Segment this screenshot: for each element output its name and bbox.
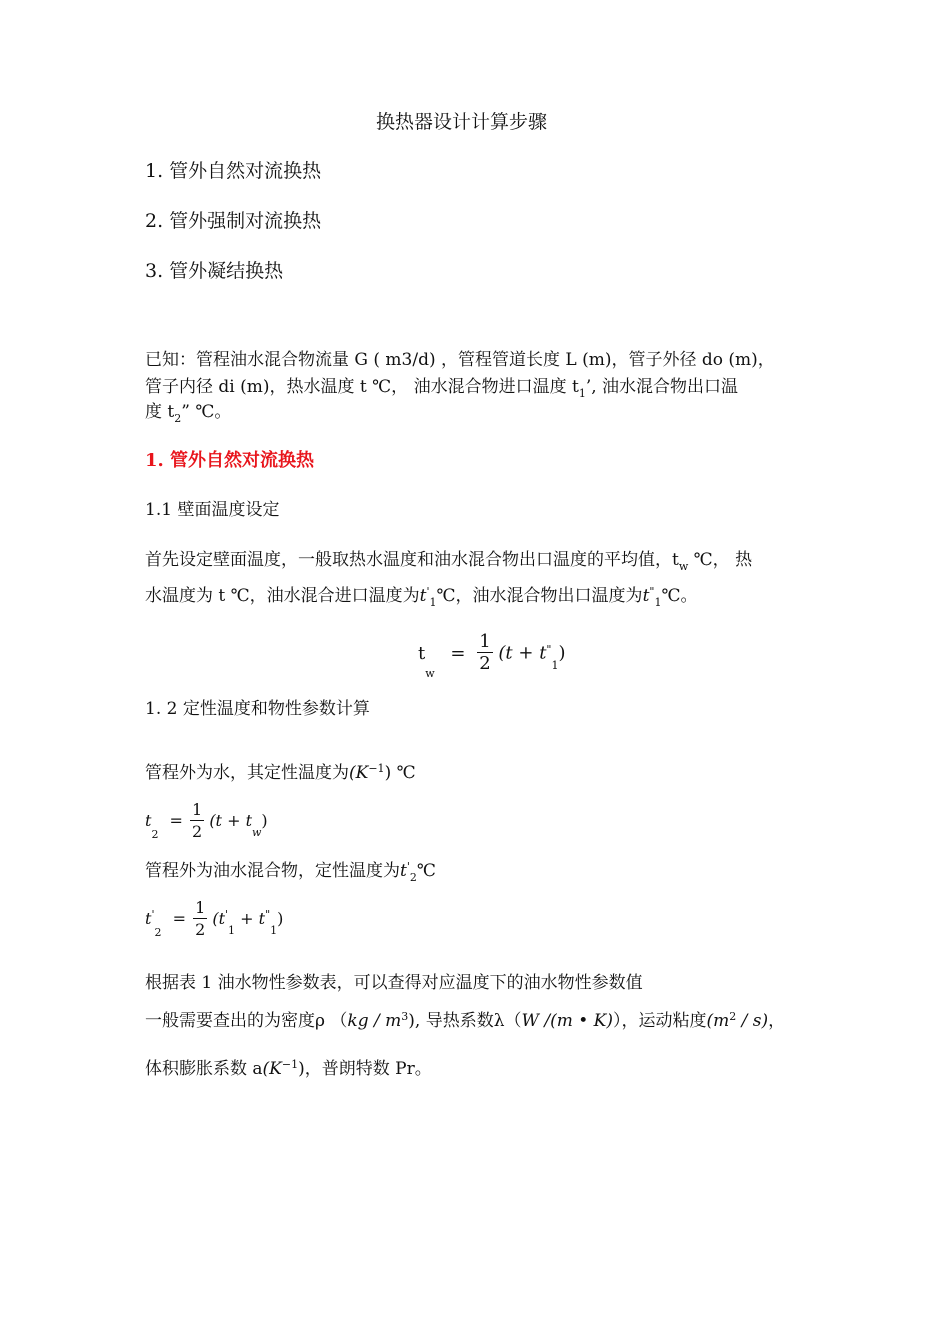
eq1-body: (t + t <box>498 642 547 664</box>
s12-p5-tail: )，普朗特数 Pr。 <box>298 1059 432 1079</box>
s12-p2-var-t: t <box>400 861 407 881</box>
eq1-sub-1: 1 <box>551 658 559 672</box>
s11-paragraph-line-2 <box>145 585 698 609</box>
page-title: 换热器设计计算步骤 <box>376 111 548 133</box>
s12-paragraph-2 <box>145 860 436 884</box>
s12-p1-text: 管程外为水，其定性温度为 <box>145 763 349 783</box>
eq2-equals: = <box>169 811 183 830</box>
toc-item-2: 2. 管外强制对流换热 <box>145 210 322 232</box>
toc-item-3: 3. 管外凝结换热 <box>145 260 284 282</box>
eq3-equals: = <box>172 909 186 928</box>
eq2-lhs: t <box>145 811 152 830</box>
equation-t2 <box>145 800 268 843</box>
section-1-heading: 1. 管外自然对流换热 <box>145 450 315 471</box>
s12-paragraph-1 <box>145 762 416 786</box>
s12-p4-kg-sup: 3 <box>401 1010 409 1023</box>
toc-item-1: 1. 管外自然对流换热 <box>145 160 322 182</box>
s11-p2-sub-1: 1 <box>429 596 437 609</box>
s12-p2-sub-2: 2 <box>409 871 417 884</box>
eq1-equals: = <box>450 642 466 664</box>
eq2-body: (t + t <box>209 811 252 830</box>
eq1-lhs: t <box>418 642 426 664</box>
eq3-prime: ' <box>151 908 155 921</box>
eq1-numerator: 1 <box>479 631 491 652</box>
s12-p2-text: 管程外为油水混合物，定性温度为 <box>145 861 400 881</box>
s12-p4-m-sup: 2 <box>729 1010 737 1023</box>
s12-p4-m-unit: (m <box>706 1011 730 1031</box>
eq1-fraction <box>477 632 492 675</box>
s11-p2-text-b: ℃，油水混合物出口温度为 <box>436 586 643 606</box>
eq2-numerator: 1 <box>192 800 203 819</box>
s12-p4-kg-unit: kg / m <box>347 1011 402 1031</box>
s12-p5-ksup: −1 <box>281 1058 299 1071</box>
s11-p2-var-t1: t <box>419 586 427 606</box>
s11-p1-tail: ℃， 热 <box>688 550 753 570</box>
eq3-denominator: 2 <box>195 920 206 939</box>
eq2-denominator: 2 <box>192 822 203 841</box>
s12-p1-kc: ) ℃ <box>384 763 416 783</box>
eq3-sub-1a: 1 <box>228 924 236 937</box>
subsection-1-1-title: 1.1 壁面温度设定 <box>145 500 280 520</box>
known-line-3 <box>145 401 231 425</box>
s11-p1-sub-w: w <box>678 560 689 573</box>
eq3-numerator: 1 <box>195 898 206 917</box>
s11-paragraph-line-1 <box>145 549 752 573</box>
subsection-1-2-title: 1. 2 定性温度和物性参数计算 <box>145 699 370 719</box>
s12-p1-k: (K <box>349 763 369 783</box>
s12-p2-prime: ' <box>406 860 410 873</box>
known-line-1: 已知：管程油水混合物流量 G ( m3/d) ，管程管道长度 L (m)，管子外径 do (m)， <box>145 350 775 370</box>
eq2-sub-2: 2 <box>151 828 159 841</box>
s12-paragraph-3: 根据表 1 油水物性参数表，可以查得对应温度下的油水物性参数值 <box>145 973 643 993</box>
eq2-sub-w: w <box>252 826 262 839</box>
eq3-fraction <box>193 898 207 941</box>
eq2-fraction <box>190 800 204 843</box>
eq3-close: ) <box>277 909 284 928</box>
known-line-2-b: ’, 油水混合物出口温 <box>585 377 739 397</box>
s12-p5-text: 体积膨胀系数 a <box>145 1059 263 1079</box>
eq3-plus: + t <box>235 909 266 928</box>
s12-paragraph-5 <box>145 1058 432 1082</box>
s12-p4-density: 一般需要查出的为密度ρ （ <box>145 1011 348 1031</box>
s12-paragraph-4 <box>145 1010 785 1034</box>
equation-t2-prime <box>145 898 283 941</box>
eq1-dprime: " <box>546 642 552 656</box>
eq3-prime-1: ' <box>225 908 229 921</box>
known-line-2-a: 管子内径 di (m)，热水温度 t ℃， 油水混合物进口温度 t <box>145 377 579 397</box>
s12-p4-m-unit-b: / s) <box>736 1011 769 1031</box>
known-line-3-b: ” ℃。 <box>181 402 232 422</box>
eq3-sub-2: 2 <box>154 926 162 939</box>
eq1-sub-w: w <box>425 666 435 680</box>
s12-p1-ksup: −1 <box>368 762 385 775</box>
eq3-lhs: t <box>145 909 152 928</box>
s12-p2-unit: ℃ <box>416 861 436 881</box>
known-line-2 <box>145 376 738 400</box>
s11-p1-text: 首先设定壁面温度，一般取热水温度和油水混合物出口温度的平均值，t <box>145 550 679 570</box>
eq3-dprime: " <box>265 908 271 921</box>
eq1-denominator: 2 <box>479 653 491 674</box>
eq3-body-a: (t <box>212 909 226 928</box>
s12-p4-viscosity: ），运动粘度 <box>613 1011 707 1031</box>
equation-tw <box>418 631 566 680</box>
s12-p4-conductivity: ), 导热系数λ（ <box>408 1011 522 1031</box>
known-sub-1: 1 <box>578 387 586 400</box>
s12-p5-k: (K <box>262 1059 282 1079</box>
s12-p4-tail: ， <box>768 1011 786 1031</box>
s11-p2-text-c: ℃。 <box>661 586 698 606</box>
s11-p2-var-t1b: t <box>642 586 650 606</box>
s11-p2-prime: ' <box>426 585 430 598</box>
s11-p2-dprime: " <box>649 585 655 598</box>
eq3-sub-1b: 1 <box>270 924 278 937</box>
s12-p4-w-unit: W /(m • K) <box>521 1011 613 1031</box>
eq2-close: ) <box>261 811 268 830</box>
s11-p2-sub-1b: 1 <box>654 596 662 609</box>
known-line-3-a: 度 t <box>145 402 175 422</box>
eq1-close: ) <box>558 642 566 664</box>
s11-p2-text-a: 水温度为 t ℃，油水混合进口温度为 <box>145 586 420 606</box>
known-sub-2: 2 <box>174 412 182 425</box>
